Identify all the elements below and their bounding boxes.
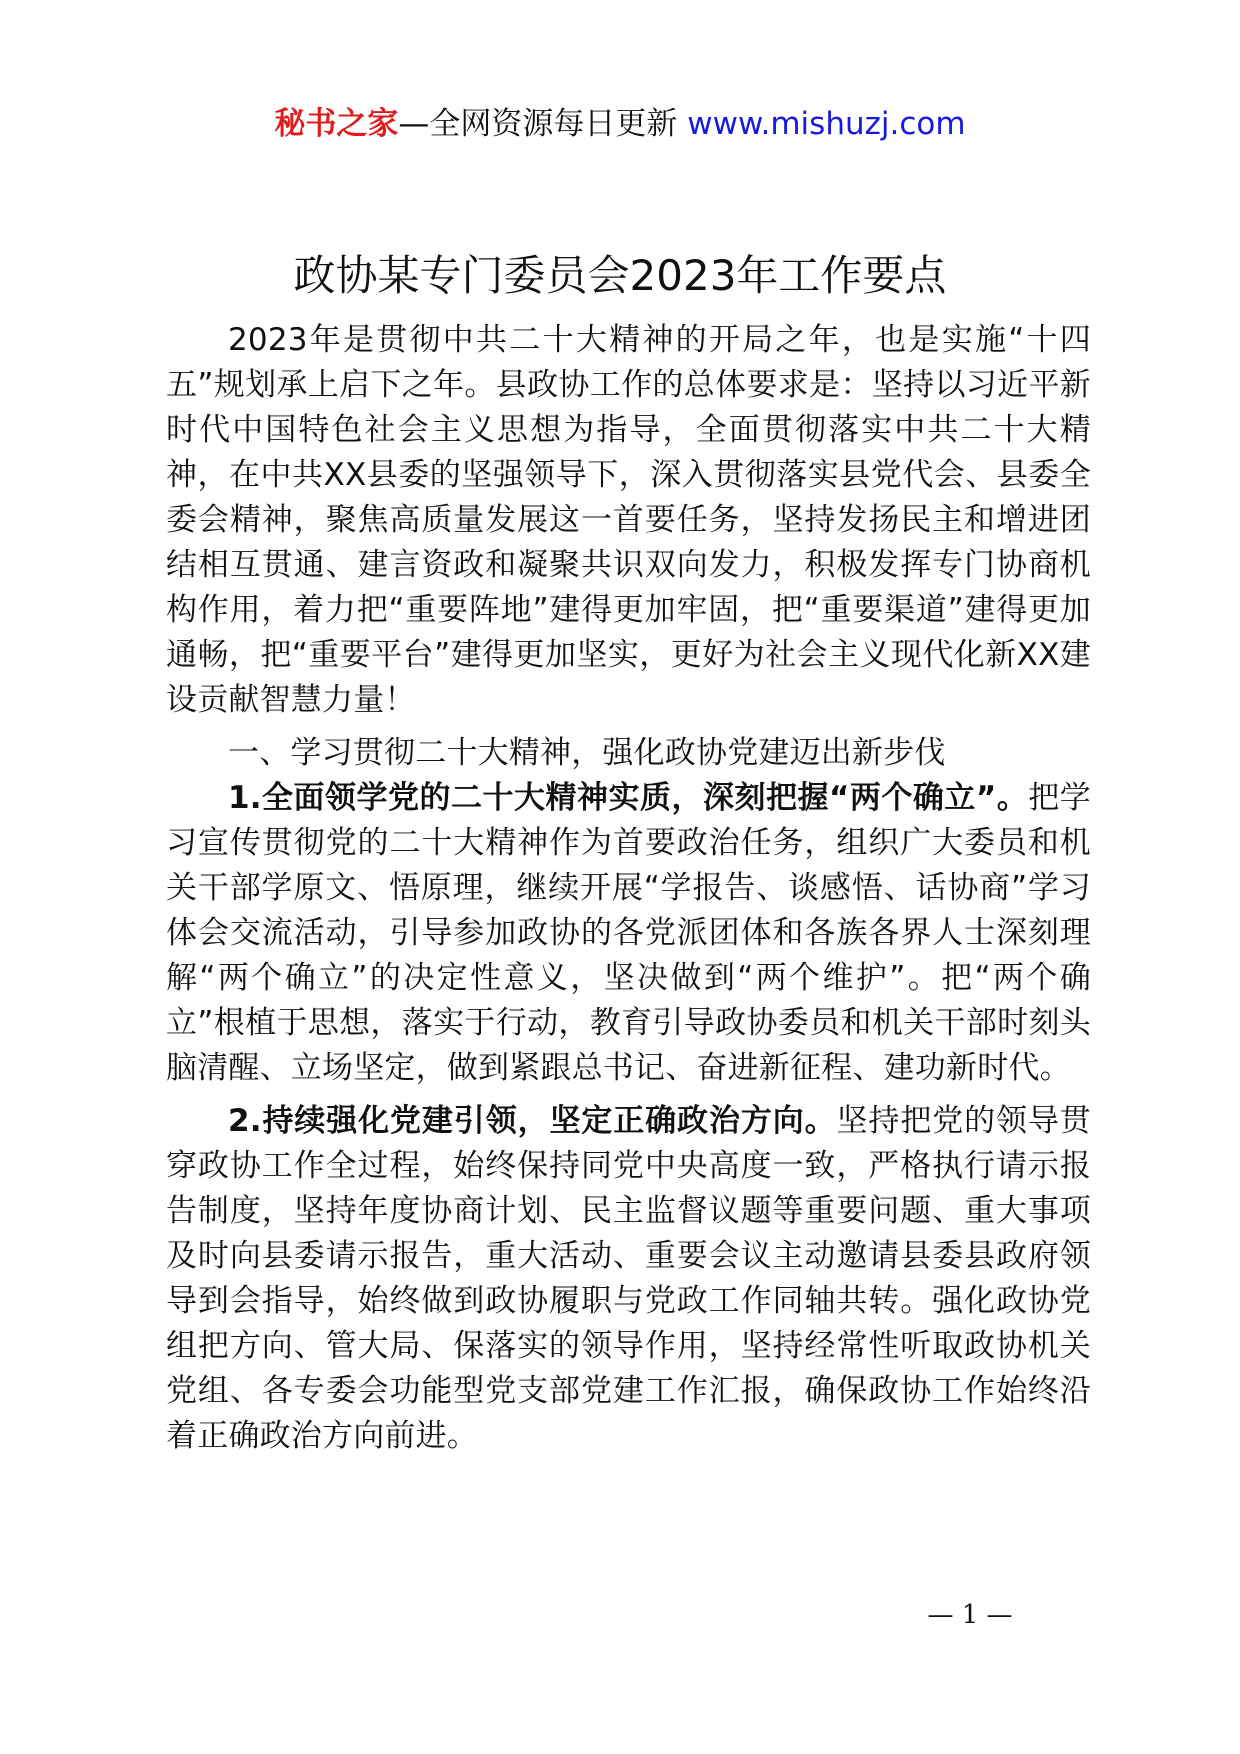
page-number: — 1 — [927,1600,1013,1630]
item-1-paragraph [166,776,1091,1091]
site-header [0,104,1240,144]
section-heading: 一、学习贯彻二十大精神，强化政协党建迈出新步伐 [228,735,946,771]
document-title: 政协某专门委员会2023年工作要点 [293,251,947,300]
intro-paragraph: 2023年是贯彻中共二十大精神的开局之年，也是实施“十四五”规划承上启下之年。县政协工作的总体要求是：坚持以习近平新时代中国特色社会主义思想为指导，全面贯彻落实中共二十大精神，在中共XX县委的坚强领导下，深入贯彻落实县党代会、县委全委会精神，聚焦高质量发展这一首要任务，坚持发扬民主和增进团结相互贯通、建言资政和凝聚共识双向发力，积极发挥专门协商机构作用，着力把“重要阵地”建得更加牢固，把“重要渠道”建得更加通畅，把“重要平台”建得更加坚实，更好为社会主义现代化新XX建设贡献智慧力量！ [166,322,1091,718]
item-2-lead: 2.持续强化党建引领，坚定正确政治方向。 [228,1103,837,1139]
brand-name: 秘书之家 [274,106,399,142]
site-url-link[interactable]: www.mishuzj.com [687,106,966,142]
item-2-paragraph [166,1099,1091,1459]
item-1-lead: 1.全面领学党的二十大精神实质，深刻把握“两个确立”。 [228,780,1029,816]
document-body [166,318,1091,1459]
item-1-body: 把学习宣传贯彻党的二十大精神作为首要政治任务，组织广大委员和机关干部学原文、悟原理，继续开展“学报告、谈感悟、话协商”学习体会交流活动，引导参加政协的各党派团体和各族各界人士深刻理解“两个确立”的决定性意义，坚决做到“两个维护”。把“两个确立”根植于思想，落实于行动，教育引导政协委员和机关干部时刻头脑清醒、立场坚定，做到紧跟总书记、奋进新征程、建功新时代。 [166,780,1091,1086]
item-2-body: 坚持把党的领导贯穿政协工作全过程，始终保持同党中央高度一致，严格执行请示报告制度，坚持年度协商计划、民主监督议题等重要问题、重大事项及时向县委请示报告，重大活动、重要会议主动邀请县委县政府领导到会指导，始终做到政协履职与党政工作同轴共转。强化政协党组把方向、管大局、保落实的领导作用，坚持经常性听取政协机关党组、各专委会功能型党支部党建工作汇报，确保政协工作始终沿着正确政治方向前进。 [166,1103,1091,1454]
header-tagline: —全网资源每日更新 [398,106,678,142]
